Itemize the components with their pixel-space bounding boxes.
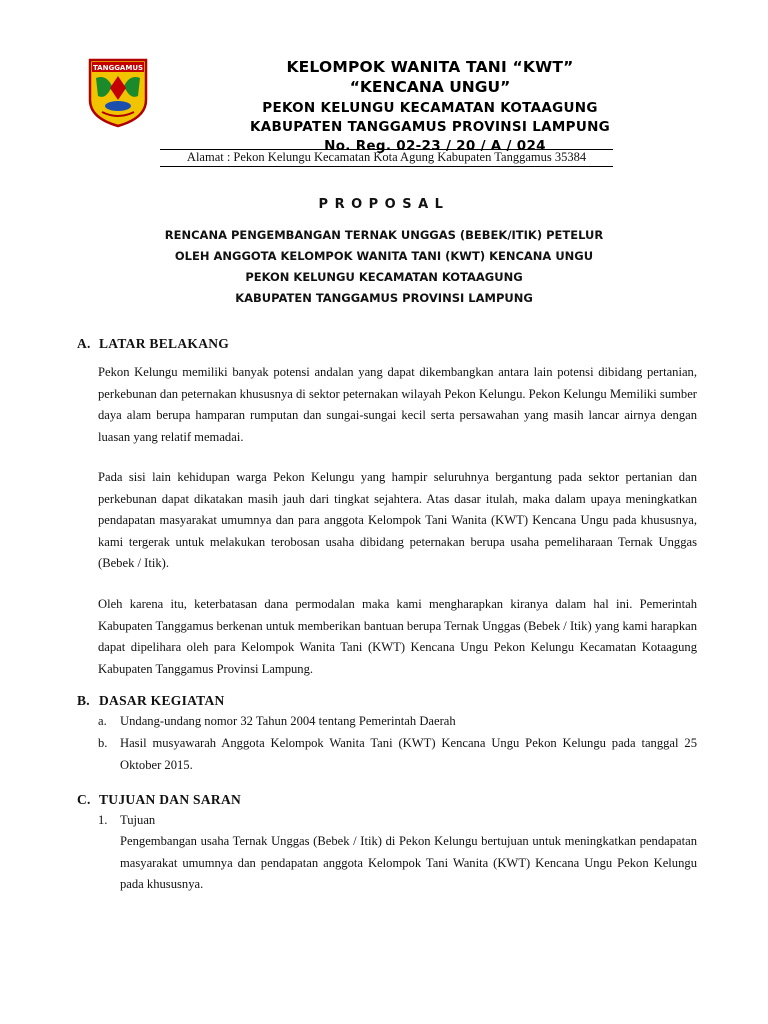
- list-text: Hasil musyawarah Anggota Kelompok Wanita Tani (KWT) Kencana Ungu Pekon Kelungu pada tanggal 25 Oktober 2015.: [120, 736, 697, 772]
- address-line: Alamat : Pekon Kelungu Kecamatan Kota Agung Kabupaten Tanggamus 35384: [186, 150, 587, 164]
- list-item: [98, 711, 697, 733]
- list-text: Undang-undang nomor 32 Tahun 2004 tentang Pemerintah Daerah: [120, 714, 456, 728]
- organization-name: KELOMPOK WANITA TANI “KWT”: [286, 58, 574, 76]
- section-title: LATAR BELAKANG: [99, 336, 230, 351]
- list-item: [98, 810, 697, 832]
- organization-village: PEKON KELUNGU KECAMATAN KOTAAGUNG: [262, 100, 598, 116]
- subtitle-line: KABUPATEN TANGGAMUS PROVINSI LAMPUNG: [235, 291, 533, 305]
- section-letter: A.: [77, 336, 91, 351]
- organization-subname: “KENCANA UNGU”: [349, 78, 511, 96]
- header-rule-bottom: [160, 166, 613, 167]
- section-a-heading: [77, 336, 229, 352]
- list-text: Tujuan: [120, 813, 156, 827]
- letterhead: [160, 57, 700, 155]
- list-marker: b.: [98, 736, 108, 750]
- paragraph: Pengembangan usaha Ternak Unggas (Bebek / Itik) di Pekon Kelungu bertujuan untuk meningkatkan pendapatan masyarakat umumnya dan pendapatan anggota Kelompok Tani Wanita (KWT) Kencana Ungu Pekon Kelungu pada khususnya.: [120, 834, 697, 891]
- section-letter: C.: [77, 792, 91, 807]
- section-c-heading: [77, 792, 241, 808]
- document-subtitle: [110, 225, 658, 309]
- paragraph: Oleh karena itu, keterbatasan dana permodalan maka kami mengharapkan kiranya dalam hal ini. Pemerintah Kabupaten Tanggamus berkenan untuk memberikan bantuan berupa Ternak Unggas (Bebek / Itik) yang kami harapkan dapat dipelihara oleh para Kelompok Wanita Tani (KWT) Kencana Ungu Pekon Kelungu Kecamatan Kotaagung Kabupaten Tanggamus Provinsi Lampung.: [98, 597, 697, 676]
- logo-text: TANGGAMUS: [92, 64, 144, 72]
- paragraph: Pada sisi lain kehidupan warga Pekon Kelungu yang hampir seluruhnya bergantung pada sektor pertanian dan perkebunan dapat dikatakan masih jauh dari tingkat sejahtera. Atas dasar itulah, maka dalam upaya meningkatkan pendapatan masyarakat umumnya dan para anggota Kelompok Tani Wanita (KWT) Kencana Ungu pada khususnya, kami tergerak untuk melakukan terobosan usaha dibidang peternakan berupa usaha pemeliharaan Ternak Unggas (Bebek / Itik).: [98, 470, 697, 570]
- subtitle-line: OLEH ANGGOTA KELOMPOK WANITA TANI (KWT) KENCANA UNGU: [174, 249, 594, 263]
- list-marker: a.: [98, 714, 107, 728]
- document-title: PROPOSAL: [318, 197, 450, 212]
- section-letter: B.: [77, 693, 90, 708]
- tanggamus-logo-icon: [86, 56, 150, 128]
- list-item: [98, 733, 697, 776]
- section-title: DASAR KEGIATAN: [99, 693, 225, 708]
- subtitle-line: PEKON KELUNGU KECAMATAN KOTAAGUNG: [245, 270, 523, 284]
- subtitle-line: RENCANA PENGEMBANGAN TERNAK UNGGAS (BEBEK/ITIK) PETELUR: [164, 228, 604, 242]
- paragraph: Pekon Kelungu memiliki banyak potensi andalan yang dapat dikembangkan antara lain potensi dibidang pertanian, perkebunan dan peternakan khususnya di sektor peternakan wilayah Pekon Kelungu. Pekon Kelungu Memiliki sumber daya alam berupa hamparan rumputan dan sungai-sungai kecil serta persawahan yang masih lancar airnya dengan luasan yang relatif memadai.: [98, 365, 697, 444]
- section-b-heading: [77, 693, 225, 709]
- organization-regency: KABUPATEN TANGGAMUS PROVINSI LAMPUNG: [249, 119, 611, 135]
- list-marker: 1.: [98, 813, 108, 827]
- registration-number: No. Reg. 02-23 / 20 / A / 024: [324, 138, 546, 154]
- section-title: TUJUAN DAN SARAN: [99, 792, 242, 807]
